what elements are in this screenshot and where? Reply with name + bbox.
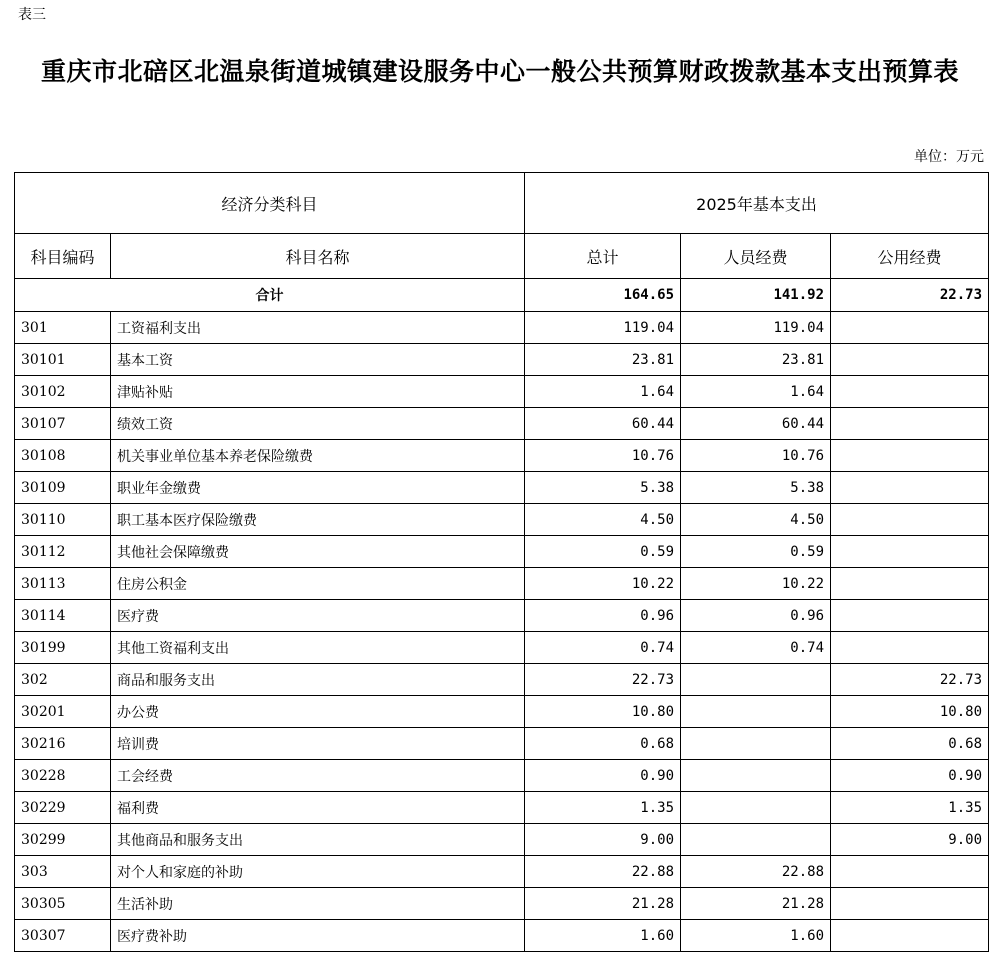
table-row xyxy=(15,760,989,792)
row-public xyxy=(831,376,989,408)
header-personnel: 人员经费 xyxy=(681,234,831,279)
row-code: 30228 xyxy=(15,760,111,792)
header-row-columns xyxy=(15,234,989,279)
row-name: 生活补助 xyxy=(111,888,525,920)
row-personnel: 119.04 xyxy=(681,312,831,344)
total-label: 合计 xyxy=(15,279,525,312)
row-public xyxy=(831,600,989,632)
row-public: 9.00 xyxy=(831,824,989,856)
row-code: 30109 xyxy=(15,472,111,504)
row-code: 30199 xyxy=(15,632,111,664)
header-basic-expenditure: 2025年基本支出 xyxy=(525,173,989,234)
table-row xyxy=(15,696,989,728)
total-sum: 164.65 xyxy=(525,279,681,312)
row-code: 302 xyxy=(15,664,111,696)
row-name: 职业年金缴费 xyxy=(111,472,525,504)
total-personnel: 141.92 xyxy=(681,279,831,312)
row-personnel: 21.28 xyxy=(681,888,831,920)
table-row xyxy=(15,728,989,760)
row-code: 30110 xyxy=(15,504,111,536)
table-row xyxy=(15,888,989,920)
row-public xyxy=(831,408,989,440)
row-public: 22.73 xyxy=(831,664,989,696)
row-name: 绩效工资 xyxy=(111,408,525,440)
row-total: 22.73 xyxy=(525,664,681,696)
row-code: 30112 xyxy=(15,536,111,568)
header-row-group xyxy=(15,173,989,234)
row-personnel: 22.88 xyxy=(681,856,831,888)
row-name: 基本工资 xyxy=(111,344,525,376)
row-name: 商品和服务支出 xyxy=(111,664,525,696)
row-code: 301 xyxy=(15,312,111,344)
row-public xyxy=(831,440,989,472)
row-name: 办公费 xyxy=(111,696,525,728)
row-code: 30305 xyxy=(15,888,111,920)
row-public xyxy=(831,312,989,344)
table-row xyxy=(15,312,989,344)
header-name: 科目名称 xyxy=(111,234,525,279)
table-row xyxy=(15,408,989,440)
row-total: 10.80 xyxy=(525,696,681,728)
header-code: 科目编码 xyxy=(15,234,111,279)
row-total: 10.22 xyxy=(525,568,681,600)
row-personnel xyxy=(681,824,831,856)
row-public: 1.35 xyxy=(831,792,989,824)
row-total: 4.50 xyxy=(525,504,681,536)
row-code: 30114 xyxy=(15,600,111,632)
row-name: 津贴补贴 xyxy=(111,376,525,408)
row-total: 119.04 xyxy=(525,312,681,344)
row-code: 30299 xyxy=(15,824,111,856)
row-name: 培训费 xyxy=(111,728,525,760)
total-public: 22.73 xyxy=(831,279,989,312)
row-code: 30307 xyxy=(15,920,111,952)
budget-table xyxy=(14,172,989,952)
row-total: 9.00 xyxy=(525,824,681,856)
row-name: 医疗费 xyxy=(111,600,525,632)
row-total: 1.60 xyxy=(525,920,681,952)
row-name: 工会经费 xyxy=(111,760,525,792)
row-public: 10.80 xyxy=(831,696,989,728)
row-public xyxy=(831,536,989,568)
row-total: 0.68 xyxy=(525,728,681,760)
table-row xyxy=(15,472,989,504)
row-code: 30107 xyxy=(15,408,111,440)
row-name: 其他商品和服务支出 xyxy=(111,824,525,856)
row-code: 30229 xyxy=(15,792,111,824)
row-personnel: 23.81 xyxy=(681,344,831,376)
total-row xyxy=(15,279,989,312)
row-total: 0.90 xyxy=(525,760,681,792)
row-code: 303 xyxy=(15,856,111,888)
row-personnel: 60.44 xyxy=(681,408,831,440)
table-row xyxy=(15,632,989,664)
row-public xyxy=(831,920,989,952)
row-total: 23.81 xyxy=(525,344,681,376)
row-personnel: 1.64 xyxy=(681,376,831,408)
row-personnel xyxy=(681,696,831,728)
unit-label: 单位：万元 xyxy=(914,149,984,165)
table-row xyxy=(15,376,989,408)
table-row xyxy=(15,792,989,824)
row-name: 职工基本医疗保险缴费 xyxy=(111,504,525,536)
row-name: 其他工资福利支出 xyxy=(111,632,525,664)
row-personnel xyxy=(681,728,831,760)
row-total: 0.74 xyxy=(525,632,681,664)
table-row xyxy=(15,856,989,888)
row-total: 1.64 xyxy=(525,376,681,408)
row-name: 医疗费补助 xyxy=(111,920,525,952)
row-personnel xyxy=(681,664,831,696)
row-name: 工资福利支出 xyxy=(111,312,525,344)
table-row xyxy=(15,504,989,536)
header-public: 公用经费 xyxy=(831,234,989,279)
row-public xyxy=(831,568,989,600)
table-row xyxy=(15,600,989,632)
row-personnel: 10.22 xyxy=(681,568,831,600)
row-personnel: 0.74 xyxy=(681,632,831,664)
row-code: 30201 xyxy=(15,696,111,728)
row-total: 5.38 xyxy=(525,472,681,504)
row-public xyxy=(831,472,989,504)
row-total: 60.44 xyxy=(525,408,681,440)
table-row xyxy=(15,664,989,696)
header-total: 总计 xyxy=(525,234,681,279)
row-name: 住房公积金 xyxy=(111,568,525,600)
table-row xyxy=(15,568,989,600)
row-total: 21.28 xyxy=(525,888,681,920)
header-economic-category: 经济分类科目 xyxy=(15,173,525,234)
row-public: 0.90 xyxy=(831,760,989,792)
row-total: 10.76 xyxy=(525,440,681,472)
row-personnel: 0.59 xyxy=(681,536,831,568)
row-total: 0.59 xyxy=(525,536,681,568)
row-total: 0.96 xyxy=(525,600,681,632)
table-row xyxy=(15,440,989,472)
row-code: 30101 xyxy=(15,344,111,376)
row-public: 0.68 xyxy=(831,728,989,760)
row-name: 对个人和家庭的补助 xyxy=(111,856,525,888)
row-code: 30113 xyxy=(15,568,111,600)
row-personnel: 0.96 xyxy=(681,600,831,632)
table-row xyxy=(15,920,989,952)
row-total: 22.88 xyxy=(525,856,681,888)
row-name: 福利费 xyxy=(111,792,525,824)
row-personnel: 1.60 xyxy=(681,920,831,952)
table-row xyxy=(15,344,989,376)
row-public xyxy=(831,504,989,536)
row-public xyxy=(831,344,989,376)
row-personnel xyxy=(681,792,831,824)
page-title: 重庆市北碚区北温泉街道城镇建设服务中心一般公共预算财政拨款基本支出预算表 xyxy=(40,57,959,86)
row-personnel xyxy=(681,760,831,792)
table-label: 表三 xyxy=(18,7,46,23)
row-code: 30216 xyxy=(15,728,111,760)
row-total: 1.35 xyxy=(525,792,681,824)
row-name: 其他社会保障缴费 xyxy=(111,536,525,568)
table-row xyxy=(15,536,989,568)
table-row xyxy=(15,824,989,856)
row-personnel: 4.50 xyxy=(681,504,831,536)
row-name: 机关事业单位基本养老保险缴费 xyxy=(111,440,525,472)
row-code: 30102 xyxy=(15,376,111,408)
row-public xyxy=(831,888,989,920)
row-public xyxy=(831,856,989,888)
row-code: 30108 xyxy=(15,440,111,472)
row-personnel: 10.76 xyxy=(681,440,831,472)
row-public xyxy=(831,632,989,664)
row-personnel: 5.38 xyxy=(681,472,831,504)
